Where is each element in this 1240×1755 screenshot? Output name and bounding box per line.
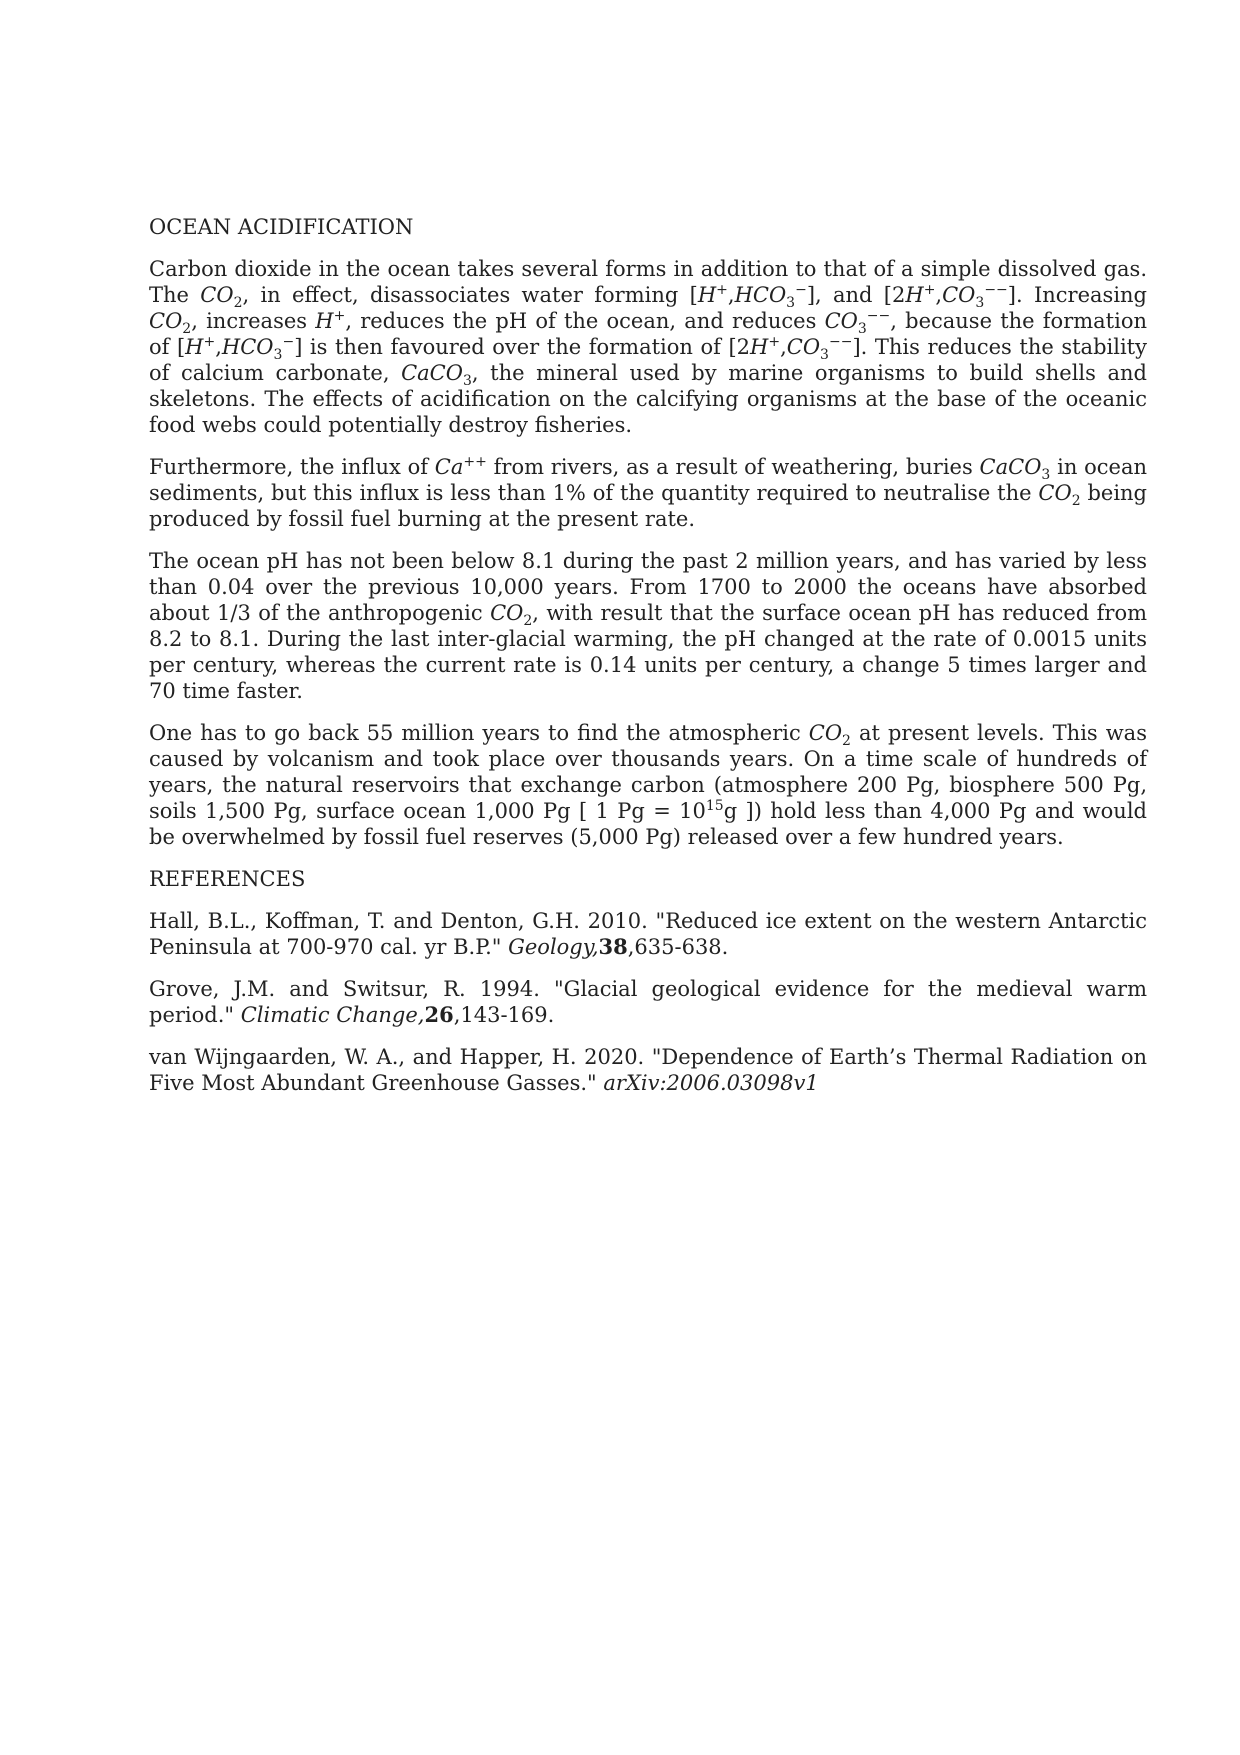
paragraph-carbon-forms: Carbon dioxide in the ocean takes several forms in addition to that of a simple dissolved gas. The $CO_2$, in effect, disassociates water forming $[H^+,HCO_3^-]$, and $[2H^+,CO_3^{--}]$. Increasing $CO_2$, increases H+, reduces the pH of the ocean, and reduces $CO_3^{--}$, because the formation of $[H^+,HCO_3^-]$ is then favoured over the formation of $[2H^+,CO_3^{--}]$. This reduces the stability of calcium carbonate, CaCO$_3$, the mineral used by marine organisms to build shells and skeletons. The effects of acidification on the calcifying organisms at the base of the oceanic food webs could potentially destroy fisheries.: [149, 257, 1147, 437]
reference-item: van Wijngaarden, W. A., and Happer, H. 2020. "Dependence of Earth’s Thermal Radiation on Five Most Abundant Greenhouse Gasses." arXiv:2006.03098v1: [149, 1045, 1147, 1095]
section-heading: OCEAN ACIDIFICATION: [149, 215, 414, 239]
document-page: [149, 214, 1147, 1112]
reference-item: Hall, B.L., Koffman, T. and Denton, G.H. 2010. "Reduced ice extent on the western Antarctic Peninsula at 700-970 cal. yr B.P." Geology,38,635-638.: [149, 909, 1147, 959]
paragraph-reservoirs: One has to go back 55 million years to find the atmospheric $CO_2$ at present levels. This was caused by volcanism and took place over thousands years. On a time scale of hundreds of years, the natural reservoirs that exchange carbon (atmosphere 200 Pg, biosphere 500 Pg, soils 1,500 Pg, surface ocean 1,000 Pg [ 1 $Pg = 10^{15}g$ ]) hold less than 4,000 Pg and would be overwhelmed by fossil fuel reserves (5,000 Pg) released over a few hundred years.: [149, 721, 1147, 849]
paragraph-ocean-ph: The ocean pH has not been below 8.1 during the past 2 million years, and has varied by less than 0.04 over the previous 10,000 years. From 1700 to 2000 the oceans have absorbed about 1/3 of the anthropogenic $CO_2$, with result that the surface ocean pH has reduced from 8.2 to 8.1. During the last inter-glacial warming, the pH changed at the rate of 0.0015 units per century, whereas the current rate is 0.14 units per century, a change 5 times larger and 70 time faster.: [149, 549, 1148, 703]
reference-item: Grove, J.M. and Switsur, R. 1994. "Glacial geological evidence for the medieval warm period." Climatic Change,26,143-169.: [149, 977, 1147, 1027]
references-heading: REFERENCES: [149, 867, 306, 891]
paragraph-calcium-influx: Furthermore, the influx of Ca++ from rivers, as a result of weathering, buries CaCO$_3$ in ocean sediments, but this influx is less than 1% of the quantity required to neutralise the $CO_2$ being produced by fossil fuel burning at the present rate.: [149, 454, 1148, 531]
